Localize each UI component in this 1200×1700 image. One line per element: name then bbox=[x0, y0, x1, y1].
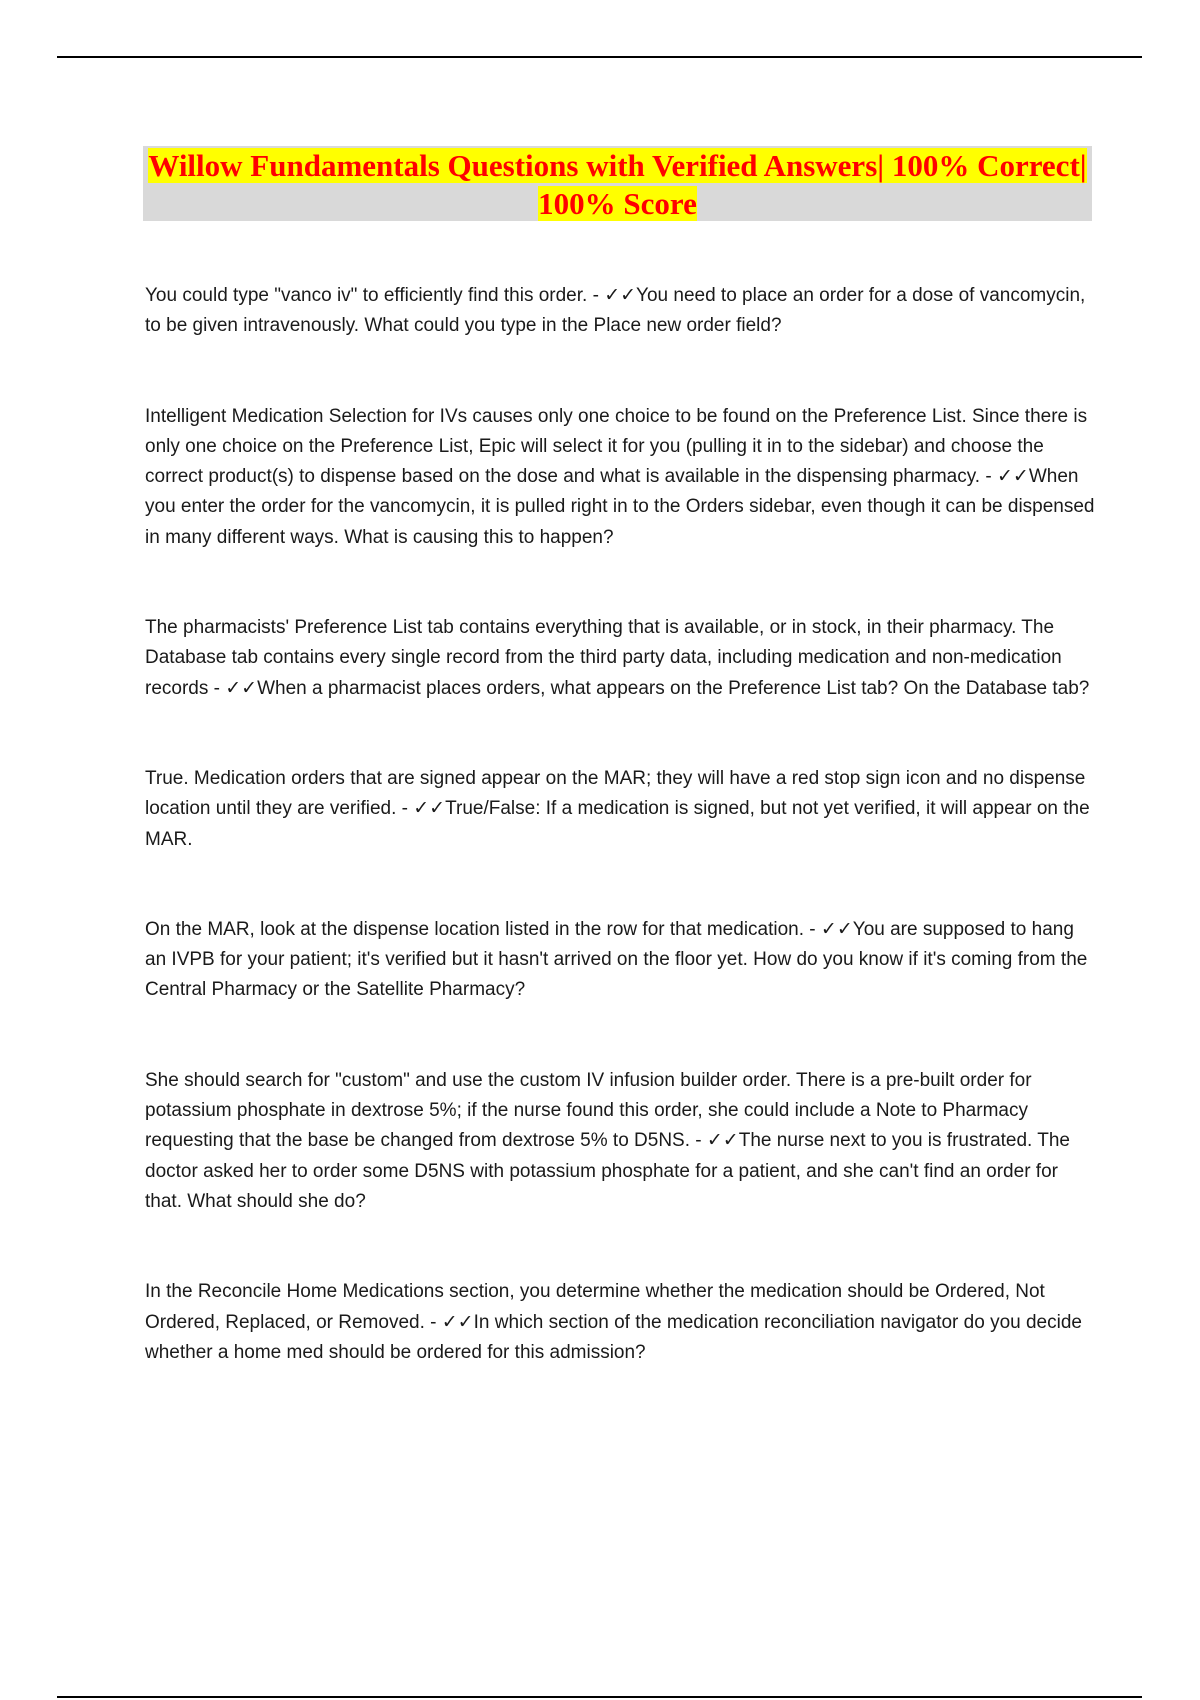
qa-item bbox=[145, 281, 1095, 342]
answer-text: She should search for "custom" and use the custom IV infusion builder order. There is a pre-built order for potassium phosphate in dextrose 5%; if the nurse found this order, she could include a Note to Pharmacy requesting that the base be changed from dextrose 5% to D5NS. bbox=[145, 1069, 1032, 1152]
qa-item bbox=[145, 1277, 1095, 1368]
qa-item bbox=[145, 764, 1095, 855]
question-text: You are supposed to hang an IVPB for your patient; it's verified but it hasn't arrived on the floor yet. How do you know if it's coming from the Central Pharmacy or the Satellite Pharmacy? bbox=[145, 918, 1088, 1001]
qa-item bbox=[145, 402, 1095, 553]
document-title: Willow Fundamentals Questions with Verified Answers| 100% Correct| 100% Score bbox=[148, 148, 1087, 221]
checkmark-separator: - ✓✓ bbox=[980, 466, 1029, 488]
question-text: In which section of the medication reconciliation navigator do you decide whether a home med should be ordered for this admission? bbox=[145, 1311, 1082, 1363]
answer-text: True. Medication orders that are signed appear on the MAR; they will have a red stop sign icon and no dispense location until they are verified. bbox=[145, 767, 1086, 820]
qa-item bbox=[145, 1066, 1095, 1217]
answer-text: The pharmacists' Preference List tab contains everything that is available, or in stock, in their pharmacy. The Database tab contains every single record from the third party data, including medication and non-medication records bbox=[145, 617, 1062, 699]
answer-text: You could type "vanco iv" to efficiently find this order. bbox=[145, 285, 588, 306]
question-text: When a pharmacist places orders, what appears on the Preference List tab? On the Database tab? bbox=[257, 677, 1090, 699]
question-text: When you enter the order for the vancomycin, it is pulled right in to the Orders sidebar, even though it can be dispensed in many different ways. What is causing this to happen? bbox=[145, 466, 1095, 548]
qa-item bbox=[145, 613, 1095, 704]
checkmark-separator: - ✓✓ bbox=[396, 798, 446, 820]
qa-list bbox=[145, 281, 1095, 1428]
answer-text: In the Reconcile Home Medications section, you determine whether the medication should be Ordered, Not Ordered, Replaced, or Removed. bbox=[145, 1281, 1045, 1333]
question-text: True/False: If a medication is signed, but not yet verified, it will appear on the MAR. bbox=[145, 798, 1090, 850]
bottom-rule bbox=[57, 1696, 1142, 1698]
answer-text: Intelligent Medication Selection for IVs causes only one choice to be found on the Preference List. Since there is only one choice on the Preference List, Epic will select it for you (pulling it in to the sidebar) and choose the correct product(s) to dispense based on the dose and what is available in the dispensing pharmacy. bbox=[145, 405, 1088, 488]
checkmark-separator: - ✓✓ bbox=[587, 285, 637, 306]
checkmark-separator: - ✓✓ bbox=[424, 1311, 474, 1333]
top-rule bbox=[57, 56, 1142, 58]
title-banner bbox=[143, 146, 1092, 221]
question-text: The nurse next to you is frustrated. The doctor asked her to order some D5NS with potassium phosphate for a patient, and she can't find an order for that. What should she do? bbox=[145, 1130, 1071, 1212]
checkmark-separator: - ✓✓ bbox=[804, 918, 853, 940]
checkmark-separator: - ✓✓ bbox=[208, 677, 258, 699]
checkmark-separator: - ✓✓ bbox=[690, 1130, 739, 1152]
answer-text: On the MAR, look at the dispense location listed in the row for that medication. bbox=[145, 918, 805, 940]
question-text: You need to place an order for a dose of vancomycin, to be given intravenously. What could you type in the Place new order field? bbox=[145, 285, 1086, 337]
qa-item bbox=[145, 915, 1095, 1006]
